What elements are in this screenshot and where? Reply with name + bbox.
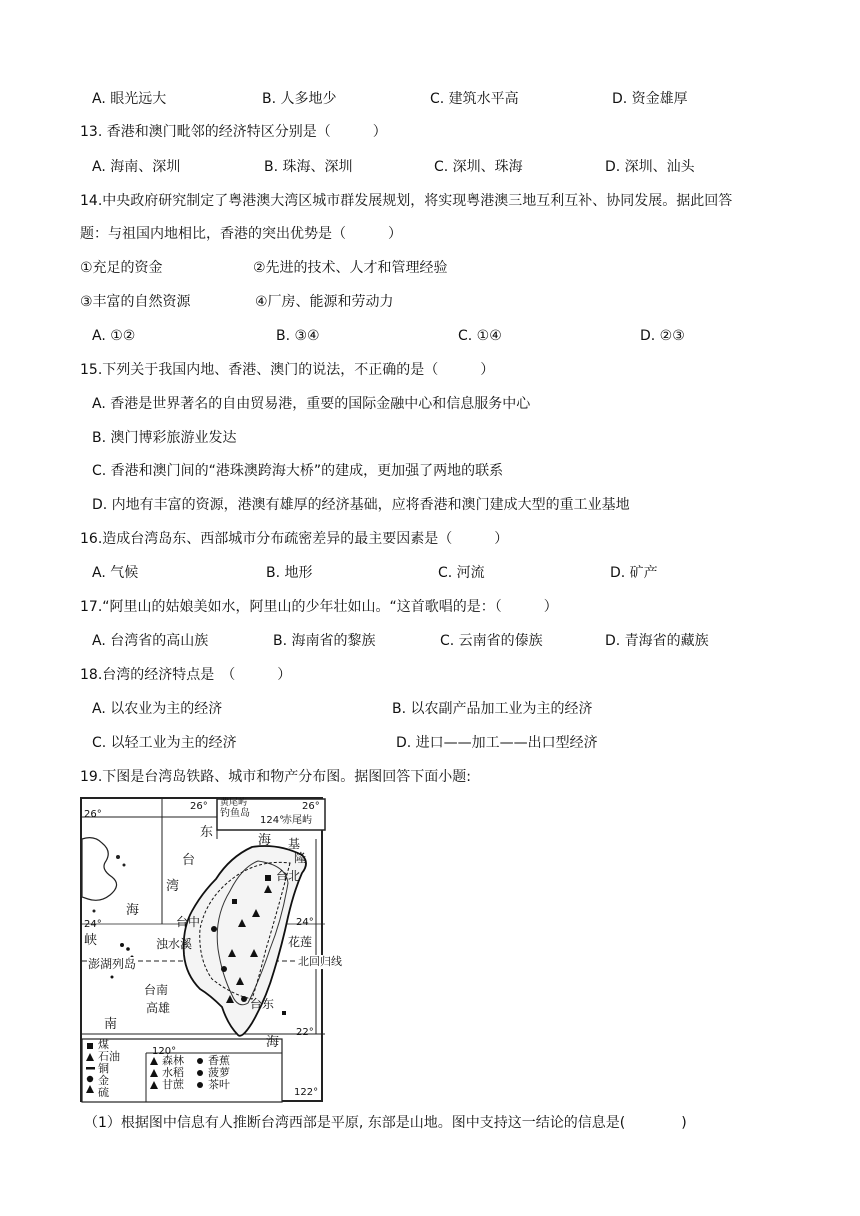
q14-option-d[interactable]: D. ②③ (640, 328, 685, 344)
map-sea-east-2: 台 (182, 853, 196, 868)
q18-option-b[interactable]: B. 以农副产品加工业为主的经济 (392, 701, 593, 717)
q15-option-c[interactable]: C. 香港和澳门间的“港珠澳跨海大桥”的建成，更加强了两地的联系 (92, 463, 504, 479)
q17-option-c[interactable]: C. 云南省的傣族 (440, 633, 543, 649)
map-lat-24-b: 24° (296, 917, 314, 928)
map-city-tainan: 台南 (144, 983, 169, 997)
map-lat-24-a: 24° (84, 919, 102, 930)
q15-option-a[interactable]: A. 香港是世界著名的自由贸易港，重要的国际金融中心和信息服务中心 (92, 396, 531, 412)
q13-option-d[interactable]: D. 深圳、汕头 (605, 159, 695, 175)
map-lat-26-c: 26° (84, 809, 102, 820)
map-strait-1: 海 (126, 903, 140, 918)
q14-item-4: ④厂房、能源和劳动力 (255, 294, 394, 310)
map-inset-title: 黄尾屿 (220, 798, 248, 808)
map-lat-22: 22° (296, 1027, 314, 1038)
map-inset-island-2: 赤尾屿 (282, 815, 312, 826)
map-sea-east-3: 湾 (166, 879, 180, 894)
q12-option-c[interactable]: C. 建筑水平高 (430, 91, 519, 107)
legend-coal: 煤 (98, 1038, 109, 1051)
map-city-kaohsiung: 高雄 (146, 1001, 171, 1015)
legend-tea: 茶叶 (208, 1078, 230, 1091)
q15-stem: 15.下列关于我国内地、香港、澳门的说法，不正确的是（ ） (80, 362, 495, 378)
map-south-1: 南 (104, 1017, 118, 1032)
q18-stem: 18.台湾的经济特点是 （ ） (80, 667, 292, 683)
taiwan-map-figure (80, 797, 342, 1102)
q14-item-2: ②先进的技术、人才和管理经验 (253, 260, 448, 276)
map-lat-26-b: 26° (302, 801, 320, 812)
q13-option-c[interactable]: C. 深圳、珠海 (434, 159, 523, 175)
q17-stem: 17.“阿里山的姑娘美如水，阿里山的少年壮如山。“这首歌唱的是：（ ） (80, 599, 558, 615)
map-city-taichung: 台中 (176, 915, 201, 929)
q14-option-b[interactable]: B. ③④ (276, 328, 320, 344)
q18-option-c[interactable]: C. 以轻工业为主的经济 (92, 735, 237, 751)
legend-copper: 铜 (98, 1062, 109, 1075)
q18-option-d[interactable]: D. 进口——加工——出口型经济 (396, 735, 598, 751)
legend-sugarcane: 甘蔗 (162, 1078, 184, 1091)
q14-option-c[interactable]: C. ①④ (458, 328, 502, 344)
map-city-jilong-2: 隆 (294, 851, 307, 865)
q13-option-a[interactable]: A. 海南、深圳 (92, 159, 181, 175)
q12-option-d[interactable]: D. 资金雄厚 (612, 91, 688, 107)
q16-option-d[interactable]: D. 矿产 (610, 565, 658, 581)
map-inset-island-1: 钓鱼岛 (220, 808, 250, 819)
q13-stem: 13. 香港和澳门毗邻的经济特区分别是（ ） (80, 124, 387, 140)
q14-item-1: ①充足的资金 (80, 260, 163, 276)
map-city-taipei: 台北 (276, 869, 301, 883)
q14-stem-line2: 题：与祖国内地相比，香港的突出优势是（ ） (80, 226, 402, 242)
map-lon-120: 120° (152, 1046, 177, 1057)
q16-option-b[interactable]: B. 地形 (266, 565, 313, 581)
legend-pineapple: 菠萝 (208, 1066, 230, 1079)
legend-forest: 森林 (162, 1054, 184, 1067)
q14-option-a[interactable]: A. ①② (92, 328, 136, 344)
q14-item-3: ③丰富的自然资源 (80, 294, 191, 310)
q12-option-a[interactable]: A. 眼光远大 (92, 91, 167, 107)
legend-banana: 香蕉 (208, 1054, 230, 1067)
map-tropic-line: 北回归线 (298, 955, 342, 968)
q15-option-b[interactable]: B. 澳门博彩旅游业发达 (92, 430, 237, 446)
q19-sub1: （1）根据图中信息有人推断台湾西部是平原, 东部是山地。图中支持这一结论的信息是( ) (84, 1115, 687, 1131)
q17-option-d[interactable]: D. 青海省的藏族 (605, 633, 709, 649)
map-lon-124: 124° (260, 815, 285, 826)
q16-option-c[interactable]: C. 河流 (438, 565, 485, 581)
map-sea-east-1: 东 (200, 825, 214, 840)
q12-option-b[interactable]: B. 人多地少 (262, 91, 337, 107)
legend-sulfur: 硫 (98, 1086, 109, 1099)
q18-option-a[interactable]: A. 以农业为主的经济 (92, 701, 223, 717)
q16-option-a[interactable]: A. 气候 (92, 565, 139, 581)
q17-option-b[interactable]: B. 海南省的黎族 (273, 633, 376, 649)
q19-stem: 19.下图是台湾岛铁路、城市和物产分布图。据图回答下面小题: (80, 769, 471, 785)
map-south-2: 海 (266, 1035, 280, 1050)
map-city-hualien: 花莲 (288, 935, 313, 949)
map-sea-east-4: 海 (258, 833, 272, 848)
q17-option-a[interactable]: A. 台湾省的高山族 (92, 633, 209, 649)
q16-stem: 16.造成台湾岛东、西部城市分布疏密差异的最主要因素是（ ） (80, 531, 509, 547)
legend-gold: 金 (98, 1074, 109, 1087)
map-islands: 澎湖列岛 (88, 957, 137, 971)
legend-rice: 水稻 (162, 1066, 184, 1079)
q13-option-b[interactable]: B. 珠海、深圳 (264, 159, 353, 175)
legend-oil: 石油 (98, 1050, 120, 1063)
q14-stem-line1: 14.中央政府研究制定了粤港澳大湾区城市群发展规划，将实现粤港澳三地互利互补、协同发展。据此回答 (80, 193, 733, 209)
map-city-taitung: 台东 (250, 997, 275, 1011)
q15-option-d[interactable]: D. 内地有丰富的资源，港澳有雄厚的经济基础，应将香港和澳门建成大型的重工业基地 (92, 497, 630, 513)
map-lon-122: 122° (294, 1087, 319, 1098)
map-city-jilong-1: 基 (288, 837, 301, 851)
map-lat-26-a: 26° (190, 801, 208, 812)
map-strait-2: 峡 (84, 933, 98, 948)
map-river: 浊水溪 (156, 937, 193, 951)
